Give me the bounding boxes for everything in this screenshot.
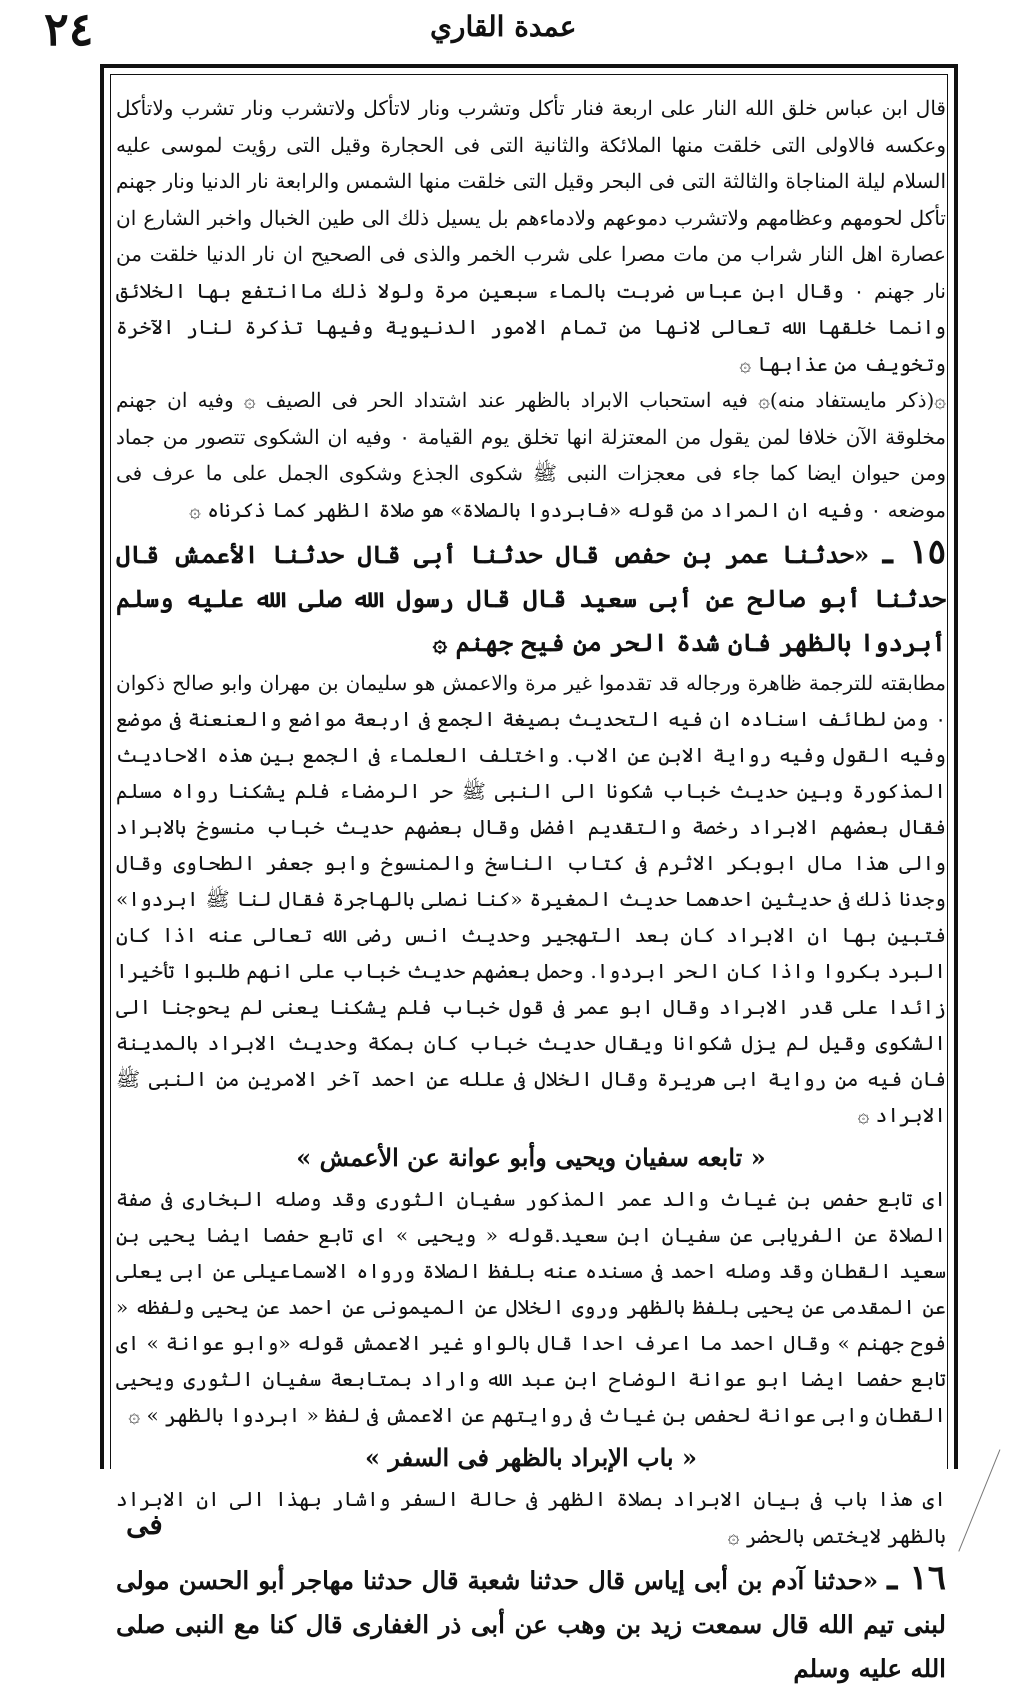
- hadith-15: [116, 530, 946, 665]
- commentary-paragraph-benefits: ۞(ذكر مايستفاد منه)۞ فيه استحباب الابراد بالظهر عند اشتداد الحر فى الصيف ۞ وفيه ان جهنم مخلوقة الآن خلافا لمن يقول من المعتزلة انها تخلق يوم القيامة ٠ وفيه ان الشكوى تتصور من جماد ومن حيوان ايضا كما جاء فى معجزات النبى ﷺ شكوى الجذع وشكوى الجمل على ما عرف فى موضعه ٠ وفيه ان المراد من قوله «فابردوا بالصلاة» هو صلاة الظهر كما ذكرناه ۞: [116, 388, 947, 522]
- chapter-heading: « باب الإبراد بالظهر فى السفر »: [365, 1443, 697, 1472]
- commentary-paragraph-3: مطابقته للترجمة ظاهرة ورجاله قد تقدموا غير مرة والاعمش هو سليمان بن مهران وابو صالح ذكوان ٠ ومن لطائف اسناده ان فيه التحديث بصيغة الجمع فى اربعة مواضع والعنعنة فى موضع وفيه القول وفيه رواية الابن عن الاب. واختلف العلماء فى الجمع بين هذه الاحاديث المذكورة وبين حديث خباب شكونا الى النبى ﷺ حر الرمضاء فلم يشكنا رواه مسلم فقال بعضهم الابراد رخصة والتقديم افضل وقال بعضهم حديث خباب منسوخ بالابراد والى هذا مال ابوبكر الاثرم فى كتاب الناسخ والمنسوخ وابو جعفر الطحاوى وقال وجدنا ذلك فى حديثين احدهما حديث المغيرة «كنا نصلى بالهاجرة فقال لنا ﷺ ابردوا» فتبين بها ان الابراد كان بعد التهجير وحديث انس رضى الله تعالى عنه اذا كان البرد بكروا واذا كان الحر ابردوا. وحمل بعضهم حديث خباب على انهم طلبوا تأخيرا زائدا على قدر الابراد وقال ابو عمر فى قول خباب فلم يشكنا يعنى لم يحوجنا الى الشكوى وقيل لم يزل شكوانا ويقال حديث خباب كان بمكة وحديث الابراد بالمدينة فان فيه من رواية ابى هريرة وقال الخلال فى علله عن احمد آخر الامرين من النبى ﷺ الابراد ۞: [116, 671, 946, 1127]
- hadith-16-number: ١٦ ـ: [887, 1558, 946, 1598]
- commentary-paragraph-1: قال ابن عباس خلق الله النار على اربعة فنار تأكل وتشرب ونار لاتأكل ولاتشرب ونار تشرب ولاتأكل وعكسه فالاولى التى خلقت منها الملائكة والثانية التى فى الحجارة وقيل التى رؤيت لموسى عليه السلام ليلة المناجاة والثالثة التى فى البحر وقيل التى خلقت منها الشمس والرابعة نار الدنيا ونار جهنم تأكل لحومهم وعظامهم ولاتشرب دموعهم ولادماءهم بل يسيل ذلك الى طين الخبال واخبر الشارع ان عصارة اهل النار شراب من مات مصرا على شرب الخمر والذى فى الصحيح ان نار الدنيا خلقت من نار جهنم ٠ وقال ابن عباس ضربت بالماء سبعين مرة ولولا ذلك ماانتفع بها الخلائق وانما خلقها الله تعالى لانها من تمام الامور الدنيوية وفيها تذكرة لنار الآخرة وتخويف من عذابها ۞: [116, 96, 946, 376]
- mutaba-heading: « تابعه سفيان ويحيى وأبو عوانة عن الأعمش »: [296, 1143, 766, 1172]
- hadith-16: [116, 1556, 946, 1691]
- page-header: [0, 0, 1033, 70]
- hadith-16-text: «حدثنا آدم بن أبى إياس قال حدثنا شعبة قال حدثنا مهاجر أبو الحسن مولى لبنى تيم الله قال سمعت زيد بن وهب عن أبى ذر الغفارى قال كنا مع النبى صلى الله عليه وسلم: [116, 1566, 946, 1683]
- page-number: ٢٤: [44, 2, 94, 56]
- page-body: [116, 90, 947, 1683]
- catchword: فى: [126, 1508, 163, 1541]
- running-title: عمدة القاري: [430, 10, 577, 43]
- chapter-explanation: اى هذا باب فى بيان الابراد بصلاة الظهر فى حالة السفر واشار بهذا الى ان الابراد بالظهر لايختص بالحضر ۞: [116, 1487, 946, 1548]
- hadith-15-text: «حدثنا عمر بن حفص قال حدثنا أبى قال حدثنا الأعمش قال حدثنا أبو صالح عن أبى سعيد قال قال رسول الله صلى الله عليه وسلم أبردوا بالظهر فان شدة الحر من فيح جهنم ۞: [116, 540, 946, 657]
- commentary-paragraph-4: اى تابع حفص بن غياث والد عمر المذكور سفيان الثورى وقد وصله البخارى فى صفة الصلاة عن الفريابى عن سفيان ابن سعيد.قوله « ويحيى » اى تابع حفصا ايضا يحيى بن سعيد القطان وقد وصله احمد فى مسنده عنه بلفظ الصلاة ورواه الاسماعيلى عن ابى يعلى عن المقدمى عن يحيى بلفظ بالظهر وروى الخلال عن الميمونى عن احمد عن يحيى ولفظه « فوح جهنم » وقال احمد ما اعرف احدا قال بالواو غير الاعمش قوله «وابو عوانة » اى تابع حفصا ايضا ابو عوانة الوضاح ابن عبد الله واراد بمتابعة سفيان الثورى ويحيى القطان وابى عوانة لحفص بن غياث فى روايتهم عن الاعمش فى لفظ « ابردوا بالظهر » ۞: [116, 1187, 946, 1427]
- hadith-15-number: ١٥ ـ: [882, 532, 946, 572]
- margin-pencil-mark: [958, 1449, 1022, 1560]
